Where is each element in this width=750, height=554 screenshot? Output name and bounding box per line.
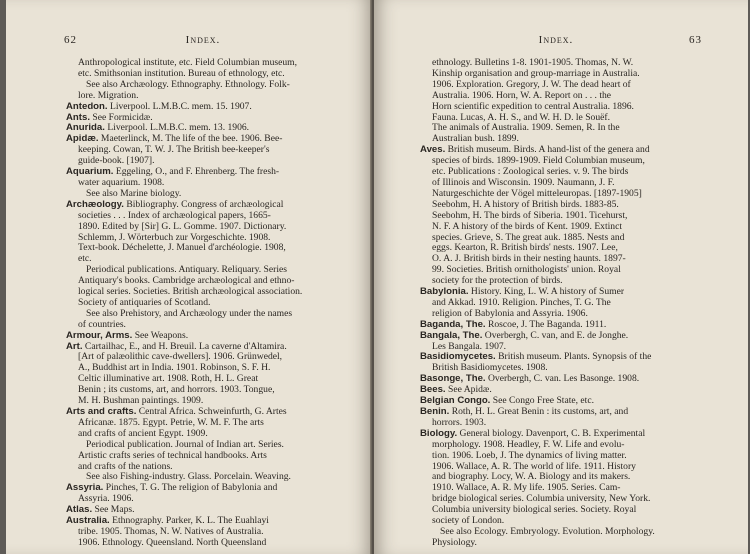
index-line: [420, 320, 706, 331]
index-line-text: [Art of palæolithic cave-dwellers]. 1906. Grünwedel,: [78, 352, 283, 363]
index-line-text: See also Archæology. Ethnography. Ethnology. Folk-: [86, 79, 290, 90]
index-line: [420, 287, 706, 298]
index-line-text: Central Africa. Schweinfurth, G. Artes: [136, 407, 287, 417]
index-line: [66, 472, 338, 483]
index-headword: Babylonia.: [420, 287, 469, 298]
index-headword: Basidiomycetes.: [420, 352, 496, 363]
index-line: [66, 505, 338, 516]
index-line-text: Les Bangala. 1907.: [432, 341, 507, 352]
index-line: [66, 80, 338, 91]
index-line: [66, 58, 338, 69]
index-line: [420, 331, 706, 342]
index-line: [420, 113, 706, 124]
index-line-text: Roscoe, J. The Baganda. 1911.: [485, 319, 607, 330]
index-line-text: General biology. Davenport, C. B. Experimental: [457, 428, 646, 439]
index-line-text: A., Buddhist art in India. 1901. Robinson, S. F. H.: [78, 363, 271, 374]
index-line-text: 99. Societies. British ornithologists' union. Royal: [432, 265, 621, 276]
index-line: [420, 516, 706, 527]
index-line-text: society of London.: [432, 516, 505, 527]
index-headword: Bees.: [420, 385, 446, 396]
index-line-text: Society of antiquaries of Scotland.: [78, 297, 211, 308]
index-line-text: Horn scientific expedition to central Australia. 1896.: [432, 101, 634, 112]
index-line: [66, 363, 338, 374]
index-line-text: Eggeling, O., and F. Ehrenberg. The fresh-: [113, 167, 280, 178]
index-line-text: See Congo Free State, etc.: [490, 396, 594, 407]
index-line-text: Anthropological institute, etc. Field Columbian museum,: [78, 58, 298, 68]
index-line-text: Celtic illuminative art. 1908. Roth, H. L. Great: [78, 374, 259, 385]
index-line-text: The animals of Australia. 1909. Semen, R. In the: [432, 123, 620, 134]
index-line-text: 1910. Wallace, A. R. My life. 1905. Series. Cam-: [432, 483, 621, 494]
index-line-text: of countries.: [78, 319, 126, 330]
index-line: [420, 352, 706, 363]
index-line-text: and biography. Locy, W. A. Biology and its makers.: [432, 472, 631, 483]
index-line-text: Australian bush. 1899.: [432, 134, 519, 145]
index-line-text: Text-book. Déchelette, J. Manuel d'archéologie. 1908,: [78, 243, 286, 254]
right-running-title: Index.: [538, 34, 574, 46]
index-line-text: Ethnography. Parker, K. L. The Euahlayi: [109, 516, 269, 527]
index-line-text: societies . . . Index of archæological papers, 1665-: [78, 210, 271, 221]
index-line: [420, 505, 706, 516]
index-line: [420, 233, 706, 244]
right-page: [374, 0, 748, 554]
index-headword: Art.: [66, 341, 83, 352]
index-line-text: Columbia university biological series. Society. Royal: [432, 505, 637, 516]
index-line-text: Liverpool. L.M.B.C. mem. 13. 1906.: [104, 123, 250, 134]
index-line-text: Periodical publications. Antiquary. Reliquary. Series: [86, 265, 287, 276]
index-line-text: M. H. Bushman paintings. 1909.: [78, 396, 204, 407]
index-line-text: etc. Smithsonian institution. Bureau of ethnology, etc.: [78, 68, 285, 79]
index-line-text: etc.: [78, 254, 92, 265]
index-line: [66, 69, 338, 80]
index-line: [66, 134, 338, 145]
index-line: [66, 113, 338, 124]
index-line: [66, 287, 338, 298]
index-line: [66, 440, 338, 451]
index-line-text: See also Ecology. Embryology. Evolution. Morphology.: [440, 526, 655, 537]
index-line: [66, 211, 338, 222]
index-line: [420, 298, 706, 309]
index-line-text: Schlemm, J. Wörterbuch zur Vorgeschichte. 1908.: [78, 232, 271, 243]
index-line-text: British museum. Plants. Synopsis of the: [495, 352, 652, 363]
index-headword: Anurida.: [66, 123, 105, 134]
index-line-text: Maeterlinck, M. The life of the bee. 1906. Bee-: [98, 134, 283, 145]
index-line: [420, 538, 706, 549]
index-line-text: morphology. 1908. Headley, F. W. Life and evolu-: [432, 439, 625, 450]
index-line-text: History. King, L. W. A history of Sumer: [468, 287, 625, 298]
index-headword: Arts and crafts.: [66, 407, 137, 417]
index-line: [420, 429, 706, 440]
index-headword: Benin.: [420, 407, 450, 417]
index-line-text: Naturgeschichte der Vögel mitteleuropas. [1897-1905]: [432, 188, 642, 199]
index-line-text: See Maps.: [92, 505, 135, 516]
index-line: [420, 472, 706, 483]
index-line-text: and crafts of ancient Egypt. 1909.: [78, 428, 208, 439]
index-line: [66, 331, 338, 342]
index-line-text: tion. 1906. Loeb, J. The dynamics of living matter.: [432, 450, 627, 461]
index-line: [420, 123, 706, 134]
index-line-text: keeping. Cowan, T. W. J. The British bee-keeper's: [78, 145, 270, 156]
index-headword: Belgian Congo.: [420, 396, 491, 407]
index-line-text: Kinship organisation and group-marriage in Australia.: [432, 68, 640, 79]
index-line: [66, 352, 338, 363]
index-line: [420, 396, 706, 407]
index-line-text: See Weapons.: [132, 330, 189, 341]
index-line-text: Cartailhac, E., and H. Breuil. La caverne d'Altamira.: [82, 341, 287, 352]
index-line: [66, 123, 338, 134]
index-line: [66, 156, 338, 167]
index-line: [66, 429, 338, 440]
index-line: [66, 451, 338, 462]
index-line: [420, 167, 706, 178]
index-line-text: and crafts of the nations.: [78, 461, 173, 472]
index-line: [420, 265, 706, 276]
index-line: [420, 385, 706, 396]
index-line-text: See Apidæ.: [445, 385, 492, 396]
index-line-text: Assyria. 1906.: [78, 494, 134, 505]
index-line: [420, 494, 706, 505]
index-line-text: Australia. 1906. Horn, W. A. Report on . . . the: [432, 90, 612, 101]
index-line-text: species of birds. 1899-1909. Field Columbian museum,: [432, 156, 645, 167]
index-line-text: species. Grieve, S. The great auk. 1885. Nests and: [432, 232, 625, 243]
index-line: [66, 178, 338, 189]
index-line: [420, 102, 706, 113]
index-headword: Ants.: [66, 112, 90, 123]
left-running-title: Index.: [185, 34, 221, 46]
index-line-text: logical series. Societies. British archæological association.: [78, 287, 303, 298]
index-line: [66, 222, 338, 233]
index-line-text: See also Marine biology.: [86, 188, 182, 199]
index-line: [66, 298, 338, 309]
index-line: [66, 254, 338, 265]
index-headword: Basonge, The.: [420, 374, 486, 385]
index-line-text: society for the protection of birds.: [432, 276, 563, 287]
index-line-text: horrors. 1903.: [432, 417, 487, 428]
index-line-text: Overbergh, C. van, and E. de Jonghe.: [482, 330, 629, 341]
index-line-text: Antiquary's books. Cambridge archæological and ethno-: [78, 276, 295, 287]
index-line: [66, 516, 338, 527]
index-line-text: Liverpool. L.M.B.C. mem. 15. 1907.: [107, 101, 252, 112]
index-headword: Apidæ.: [66, 134, 99, 145]
index-line: [420, 80, 706, 91]
index-line: [420, 363, 706, 374]
index-headword: Assyria.: [66, 483, 104, 494]
index-headword: Armour, Arms.: [66, 330, 133, 341]
index-line: [420, 374, 706, 385]
index-line-text: 1906. Exploration. Gregory, J. W. The dead heart of: [432, 79, 631, 90]
index-line-text: See Formicidæ.: [89, 112, 153, 123]
index-line-text: Seebohm, H. The birds of Siberia. 1901. Ticehurst,: [432, 210, 628, 221]
index-line: [66, 320, 338, 331]
index-line: [420, 483, 706, 494]
index-line-text: British Basidiomycetes. 1908.: [432, 363, 548, 374]
index-line-text: Bibliography. Congress of archæological: [123, 199, 284, 210]
index-line: [420, 342, 706, 353]
index-line: [420, 200, 706, 211]
index-line-text: O. A. J. British birds in their nesting haunts. 1897-: [432, 254, 626, 265]
index-line: [66, 462, 338, 473]
index-line: [420, 407, 706, 418]
index-line: [420, 211, 706, 222]
index-line: [420, 222, 706, 233]
index-line-text: 1906. Wallace, A. R. The world of life. 1911. History: [432, 461, 636, 472]
index-line-text: Fauna. Lucas, A. H. S., and W. H. D. le Souëf.: [432, 112, 610, 123]
index-line: [420, 276, 706, 287]
index-line: [420, 156, 706, 167]
index-headword: Aves.: [420, 145, 446, 156]
index-line: [420, 58, 706, 69]
index-headword: Australia.: [66, 516, 110, 527]
index-line-text: British museum. Birds. A hand-list of the genera and: [445, 145, 650, 156]
index-line: [66, 145, 338, 156]
index-line-text: Benin ; its customs, art, and horrors. 1903. Tongue,: [78, 385, 275, 396]
index-line-text: Periodical publication. Journal of Indian art. Series.: [86, 439, 284, 450]
index-line-text: Physiology.: [432, 537, 477, 548]
index-line: [66, 418, 338, 429]
index-headword: Bangala, The.: [420, 330, 483, 341]
index-line: [66, 91, 338, 102]
index-headword: Biology.: [420, 428, 458, 439]
index-line: [420, 145, 706, 156]
index-line: [420, 91, 706, 102]
index-line: [420, 527, 706, 538]
index-line: [66, 527, 338, 538]
index-line: [66, 233, 338, 244]
index-headword: Atlas.: [66, 505, 93, 516]
index-line-text: of Illinois and Wisconsin. 1909. Naumann, J. F.: [432, 177, 615, 188]
index-line: [66, 396, 338, 407]
index-line: [66, 243, 338, 254]
index-line: [420, 134, 706, 145]
index-line-text: 1890. Edited by [Sir] G. L. Gomme. 1907. Dictionary.: [78, 221, 287, 232]
left-page-number: 62: [64, 34, 77, 46]
index-line: [66, 276, 338, 287]
index-line-text: N. F. A history of the birds of Kent. 1909. Extinct: [432, 221, 623, 232]
index-line: [420, 418, 706, 429]
index-line: [420, 440, 706, 451]
index-headword: Baganda, The.: [420, 319, 486, 330]
index-line-text: and Akkad. 1910. Religion. Pinches, T. G. The: [432, 297, 611, 308]
index-line-text: bridge biological series. Columbia university, New York.: [432, 494, 651, 505]
index-line-text: 1906. Ethnology. Queensland. North Queensland: [78, 537, 267, 548]
index-line-text: See also Prehistory, and Archæology under the names: [86, 308, 293, 319]
index-line: [66, 189, 338, 200]
index-line-text: eggs. Kearton, R. British birds' nests. 1907. Lee,: [432, 243, 618, 254]
index-line: [420, 309, 706, 320]
index-line: [66, 494, 338, 505]
index-line-text: Roth, H. L. Great Benin : its customs, art, and: [449, 407, 629, 417]
index-line-text: Seebohm, H. A history of British birds. 1883-85.: [432, 199, 619, 210]
index-line: [66, 265, 338, 276]
index-line: [420, 462, 706, 473]
index-line: [420, 69, 706, 80]
right-index-entries: [420, 58, 706, 549]
index-line-text: water aquarium. 1908.: [78, 177, 165, 188]
index-line: [66, 309, 338, 320]
index-line: [66, 374, 338, 385]
left-index-entries: [66, 58, 338, 549]
index-line: [66, 342, 338, 353]
index-line-text: etc. Publications : Zoological series. v. 9. The birds: [432, 167, 629, 178]
index-line: [420, 254, 706, 265]
index-line: [420, 178, 706, 189]
index-line: [420, 243, 706, 254]
index-line-text: tribe. 1905. Thomas, N. W. Natives of Australia.: [78, 526, 264, 537]
index-line: [66, 102, 338, 113]
index-line: [420, 451, 706, 462]
index-headword: Antedon.: [66, 101, 108, 112]
index-line: [66, 407, 338, 418]
index-line: [420, 189, 706, 200]
right-page-number: 63: [689, 34, 702, 46]
left-page: [6, 0, 372, 554]
index-line-text: guide-book. [1907].: [78, 156, 155, 167]
index-line-text: religion of Babylonia and Assyria. 1906.: [432, 308, 588, 319]
index-line: [66, 385, 338, 396]
index-line: [66, 538, 338, 549]
index-line-text: Pinches, T. G. The religion of Babylonia and: [103, 483, 278, 494]
index-headword: Aquarium.: [66, 167, 114, 178]
index-line-text: Africanæ. 1875. Egypt. Petrie, W. M. F. The arts: [78, 417, 264, 428]
index-line-text: lore. Migration.: [78, 90, 139, 101]
index-line-text: ethnology. Bulletins 1-8. 1901-1905. Thomas, N. W.: [432, 58, 634, 68]
index-line-text: See also Fishing-industry. Glass. Porcelain. Weaving.: [86, 472, 291, 483]
index-line-text: Artistic crafts series of technical handbooks. Arts: [78, 450, 267, 461]
index-line-text: Overbergh, C. van. Les Basonge. 1908.: [485, 374, 640, 385]
index-line: [66, 167, 338, 178]
index-headword: Archæology.: [66, 199, 124, 210]
index-line: [66, 483, 338, 494]
index-line: [66, 200, 338, 211]
